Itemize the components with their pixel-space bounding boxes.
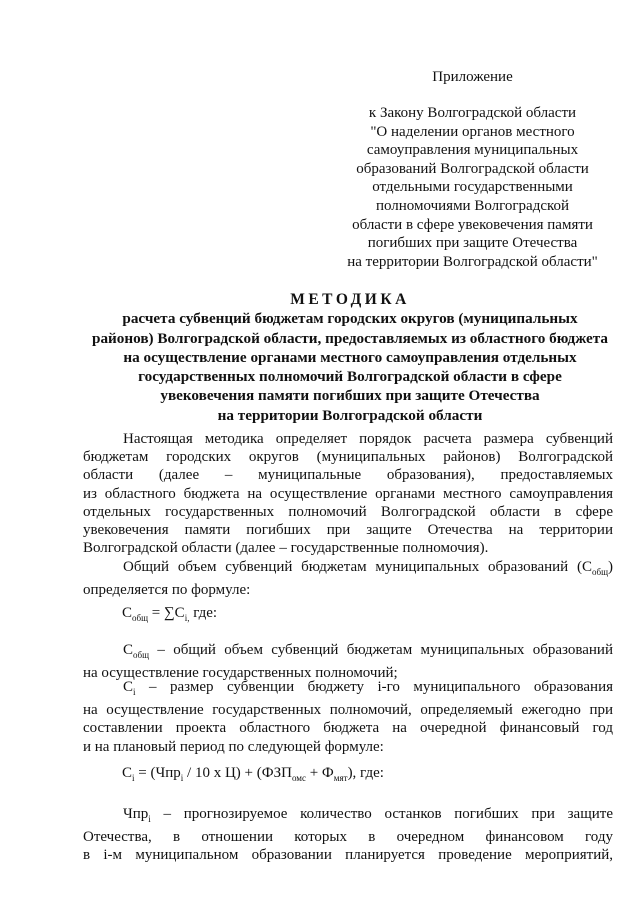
paragraph-line: Отечества, в отношении которых в очередном финансовом году (83, 829, 613, 846)
paragraph-line: Настоящая методика определяет порядок расчета размера субвенций (123, 431, 613, 447)
document-title (60, 290, 640, 425)
definition-subscript: общ (133, 650, 150, 660)
paragraph-line (83, 558, 613, 581)
formula-subscript: i (132, 773, 135, 783)
title-line: государственных полномочий Волгоградской области в сфере (138, 368, 562, 386)
definition-symbol: С (123, 642, 134, 658)
paragraph-line: увековечения памяти погибших при защите Отечества на территории (83, 522, 613, 539)
paragraph-line (83, 805, 613, 828)
appendix-line: погибших при защите Отечества (367, 235, 578, 252)
appendix-line: полномочиями Волгоградской (375, 197, 570, 214)
total-close: ) (608, 559, 613, 575)
formula-text: = (Чпр (134, 765, 181, 781)
formula-subscript: мят (333, 773, 348, 783)
definition-text: – прогнозируемое количество останков погибших при защите (150, 806, 613, 822)
appendix-line: на территории Волгоградской области" (347, 253, 598, 270)
formula-subscript: i (180, 773, 184, 783)
appendix-line: области в сфере увековечения памяти (352, 216, 593, 233)
title-word: МЕТОДИКА (290, 291, 410, 308)
appendix-heading: Приложение (432, 69, 513, 85)
intro-paragraph (83, 430, 613, 557)
formula-symbol: С (122, 765, 133, 781)
appendix-line: к Закону Волгоградской области (368, 105, 577, 121)
formula-text: где: (189, 605, 218, 621)
definition-text: – размер субвенции бюджету i-го муниципального образования (135, 679, 613, 695)
formula-symbol: = ∑С (148, 605, 185, 621)
appendix-line: образований Волгоградской области (356, 160, 589, 177)
formula-subscript: общ (132, 613, 149, 623)
paragraph-line: на осуществление государственных полномочий, определяемый ежегодно при (83, 702, 613, 719)
paragraph-line: на осуществление государственных полномочий; (83, 665, 398, 682)
paragraph-line: в i-м муниципальном образовании планируется проведение мероприятий, (83, 847, 613, 864)
formula-total (122, 605, 217, 623)
total-paragraph (83, 558, 613, 599)
title-line: на территории Волгоградской области (217, 406, 483, 424)
paragraph-line: определяется по формуле: (83, 582, 251, 599)
definition-subscript: i (148, 814, 151, 824)
definition-symbol: Чпр (123, 806, 149, 822)
total-text: Общий объем субвенций бюджетам муниципальных образований (С (123, 559, 592, 575)
formula-symbol: С (122, 605, 133, 621)
title-line: на осуществление органами местного самоуправления отдельных (123, 348, 577, 366)
definition-chpr (83, 805, 613, 865)
title-line: увековечения памяти погибших при защите Отечества (160, 387, 540, 405)
formula-text: + Ф (305, 765, 334, 781)
paragraph-line: отдельных государственных полномочий Волгоградской области в сфере (83, 503, 613, 520)
formula-subscript: i, (184, 613, 190, 623)
formula-subscript: омс (291, 773, 306, 783)
paragraph-line: Волгоградской области (далее – государственные полномочия). (83, 540, 489, 557)
formula-text: ), где: (347, 765, 384, 781)
definition-ci (83, 678, 613, 756)
title-line: расчета субвенций бюджетам городских округов (муниципальных (122, 310, 578, 328)
definition-symbol: С (123, 679, 134, 695)
paragraph-line: области (далее – муниципальные образования), предоставляемых (83, 467, 613, 484)
paragraph-line (83, 641, 613, 664)
appendix-reference (330, 104, 615, 271)
definition-subscript: i (133, 687, 136, 697)
total-subscript: общ (591, 567, 608, 577)
paragraph-line: бюджетам городских округов (муниципальных районов) Волгоградской (83, 449, 613, 466)
paragraph-line: составлении проекта областного бюджета на очередной финансовый год (83, 720, 613, 737)
formula-ci (122, 765, 384, 783)
paragraph-line: и на плановый период по следующей формуле: (83, 738, 384, 755)
appendix-line: отдельными государственными (372, 179, 573, 196)
definition-text: – общий объем субвенций бюджетам муниципальных образований (149, 642, 613, 658)
paragraph-line: из областного бюджета на осуществление органами местного самоуправления (83, 485, 613, 502)
appendix-line: самоуправления муниципальных (366, 142, 579, 159)
title-line: районов) Волгоградской области, предоставляемых из областного бюджета (92, 329, 608, 347)
paragraph-line (83, 678, 613, 701)
definition-total (83, 641, 613, 682)
formula-text: / 10 х Ц) + (ФЗП (183, 765, 292, 781)
appendix-line: "О наделении органов местного (370, 123, 575, 140)
